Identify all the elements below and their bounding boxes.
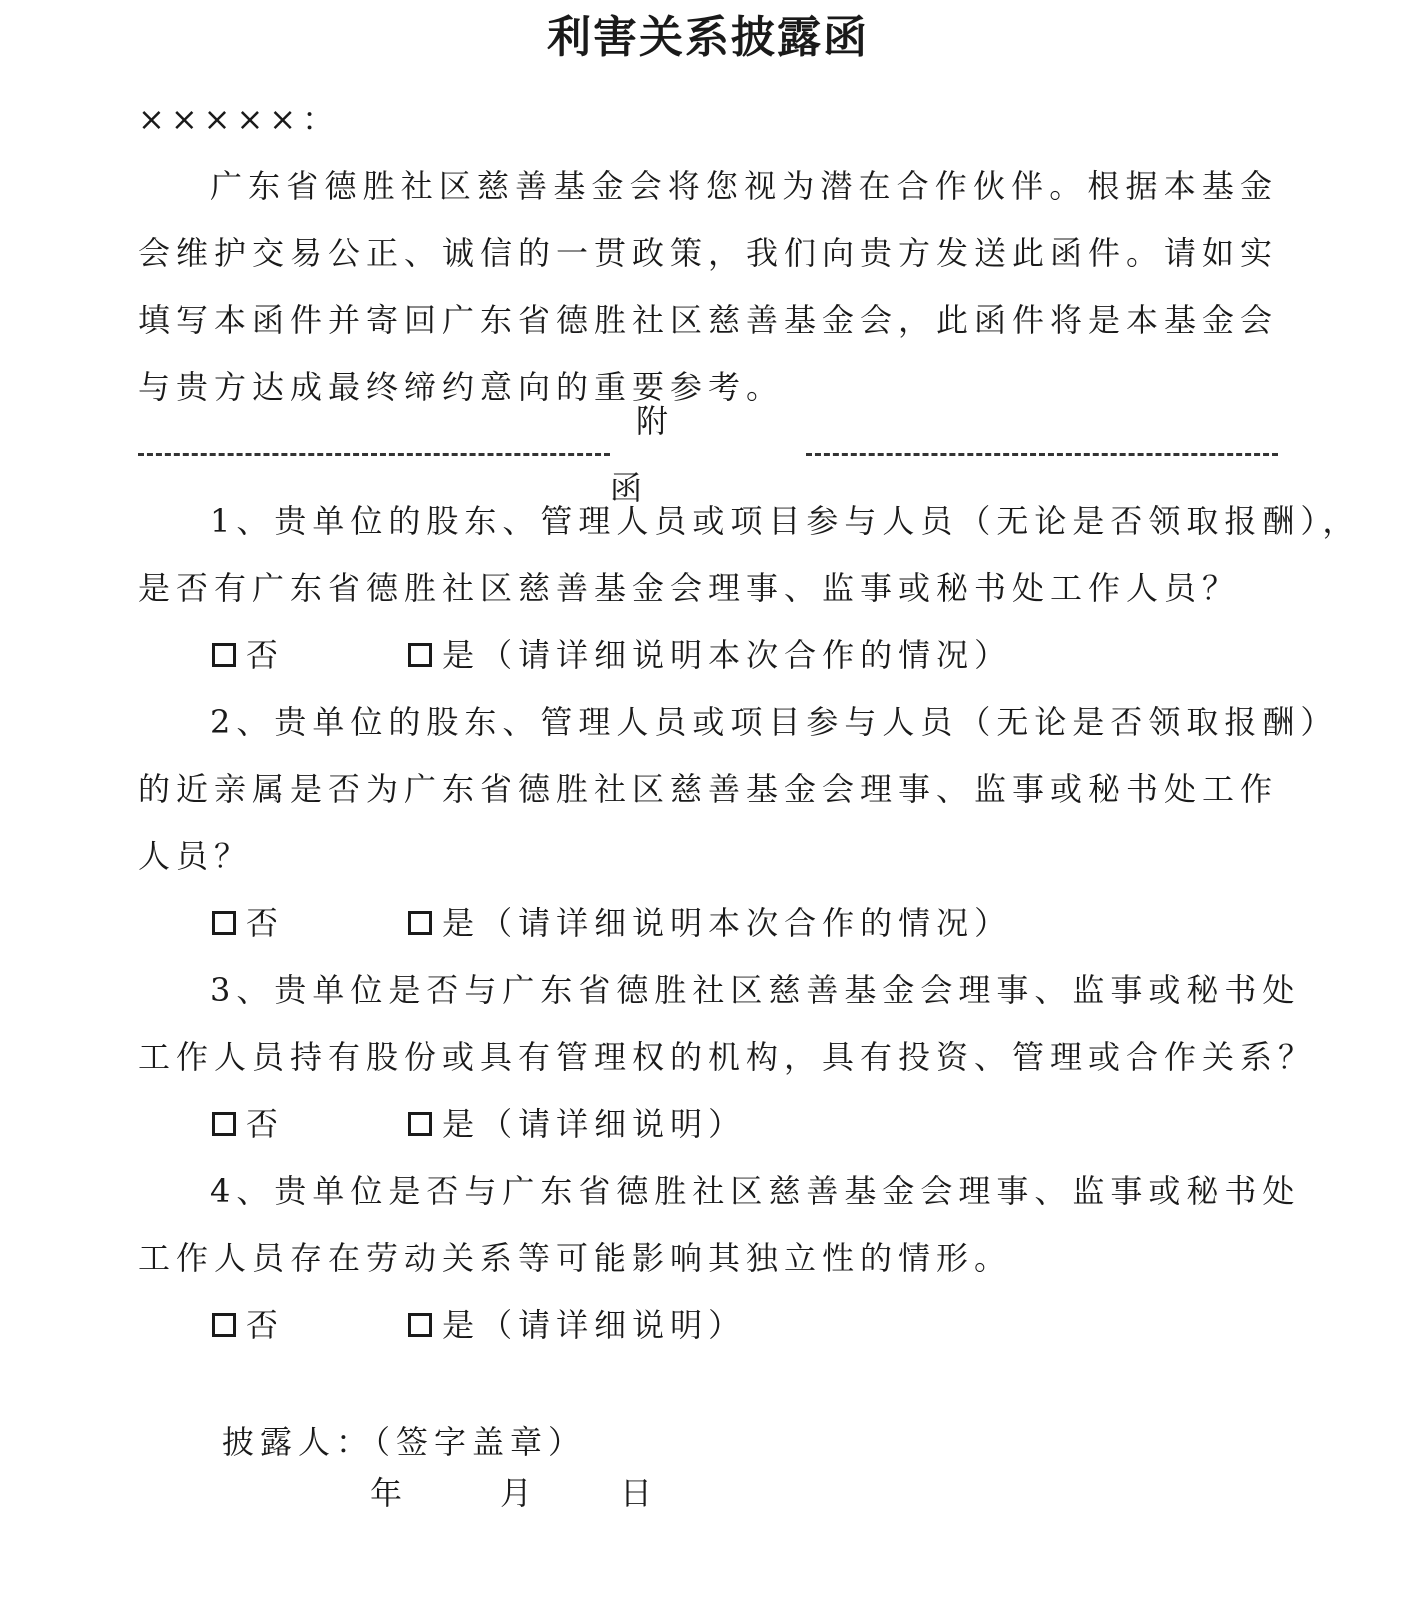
document-title: 利害关系披露函 — [547, 12, 869, 63]
checkbox-yes[interactable] — [408, 1112, 432, 1136]
intro-line: 广东省德胜社区慈善基金会将您视为潜在合作伙伴。根据本基金 — [210, 167, 1278, 205]
attachment-divider — [138, 401, 1278, 507]
intro-line: 填写本函件并寄回广东省德胜社区慈善基金会，此函件将是本基金会 — [138, 301, 1279, 339]
question-3 — [138, 957, 1317, 1158]
option-yes[interactable] — [408, 1091, 746, 1158]
option-yes-label: 是（请详细说明） — [442, 1306, 747, 1344]
option-yes[interactable] — [408, 622, 1012, 689]
addressee: ×××××： — [138, 100, 341, 138]
checkbox-yes[interactable] — [408, 1313, 432, 1337]
intro-line: 会维护交易公正、诚信的一贯政策，我们向贵方发送此函件。请如实 — [138, 234, 1279, 272]
option-yes[interactable] — [408, 1292, 746, 1359]
question-text: 是否有广东省德胜社区慈善基金会理事、监事或秘书处工作人员？ — [138, 569, 1241, 607]
checkbox-no[interactable] — [212, 1112, 236, 1136]
option-yes-label: 是（请详细说明本次合作的情况） — [442, 904, 1013, 942]
option-yes[interactable] — [408, 890, 1012, 957]
checkbox-no[interactable] — [212, 911, 236, 935]
answer-options — [138, 1091, 1278, 1158]
question-text: 的近亲属是否为广东省德胜社区慈善基金会理事、监事或秘书处工作 — [138, 770, 1279, 808]
question-4 — [138, 1158, 1301, 1359]
option-no-label: 否 — [246, 904, 285, 942]
attachment-label: 附函 — [610, 401, 709, 507]
option-no-label: 否 — [246, 1105, 285, 1143]
option-no[interactable] — [212, 890, 392, 957]
option-yes-label: 是（请详细说明本次合作的情况） — [442, 636, 1013, 674]
date-day: 日 — [620, 1474, 653, 1512]
date-line — [370, 1460, 652, 1527]
question-text: 1、贵单位的股东、管理人员或项目参与人员（无论是否领取报酬）， — [210, 502, 1361, 540]
option-no[interactable] — [212, 1091, 392, 1158]
question-text: 2、贵单位的股东、管理人员或项目参与人员（无论是否领取报酬） — [210, 703, 1339, 741]
checkbox-no[interactable] — [212, 1313, 236, 1337]
option-no[interactable] — [212, 622, 392, 689]
option-no[interactable] — [212, 1292, 392, 1359]
letter-body — [138, 86, 1361, 1476]
question-1 — [138, 488, 1361, 689]
answer-options — [138, 622, 1278, 689]
option-no-label: 否 — [246, 636, 285, 674]
spacer — [138, 1359, 1278, 1409]
dashed-rule-right — [806, 453, 1278, 456]
date-month: 月 — [500, 1474, 533, 1512]
date-year: 年 — [370, 1474, 403, 1512]
checkbox-yes[interactable] — [408, 911, 432, 935]
checkbox-no[interactable] — [212, 643, 236, 667]
intro-line: 与贵方达成最终缔约意向的重要参考。 — [138, 368, 785, 406]
question-text: 人员？ — [138, 837, 253, 875]
question-2 — [138, 689, 1339, 957]
dashed-rule-left — [138, 453, 610, 456]
question-text: 工作人员持有股份或具有管理权的机构，具有投资、管理或合作关系？ — [138, 1038, 1317, 1076]
question-text: 工作人员存在劳动关系等可能影响其独立性的情形。 — [138, 1239, 1013, 1277]
answer-options — [138, 890, 1278, 957]
checkbox-yes[interactable] — [408, 643, 432, 667]
option-no-label: 否 — [246, 1306, 285, 1344]
signature-line: 披露人：（签字盖章） — [222, 1423, 587, 1461]
question-text: 4、贵单位是否与广东省德胜社区慈善基金会理事、监事或秘书处 — [210, 1172, 1301, 1210]
intro-paragraph — [138, 153, 1278, 421]
option-yes-label: 是（请详细说明） — [442, 1105, 747, 1143]
answer-options — [138, 1292, 1278, 1359]
question-text: 3、贵单位是否与广东省德胜社区慈善基金会理事、监事或秘书处 — [210, 971, 1301, 1009]
